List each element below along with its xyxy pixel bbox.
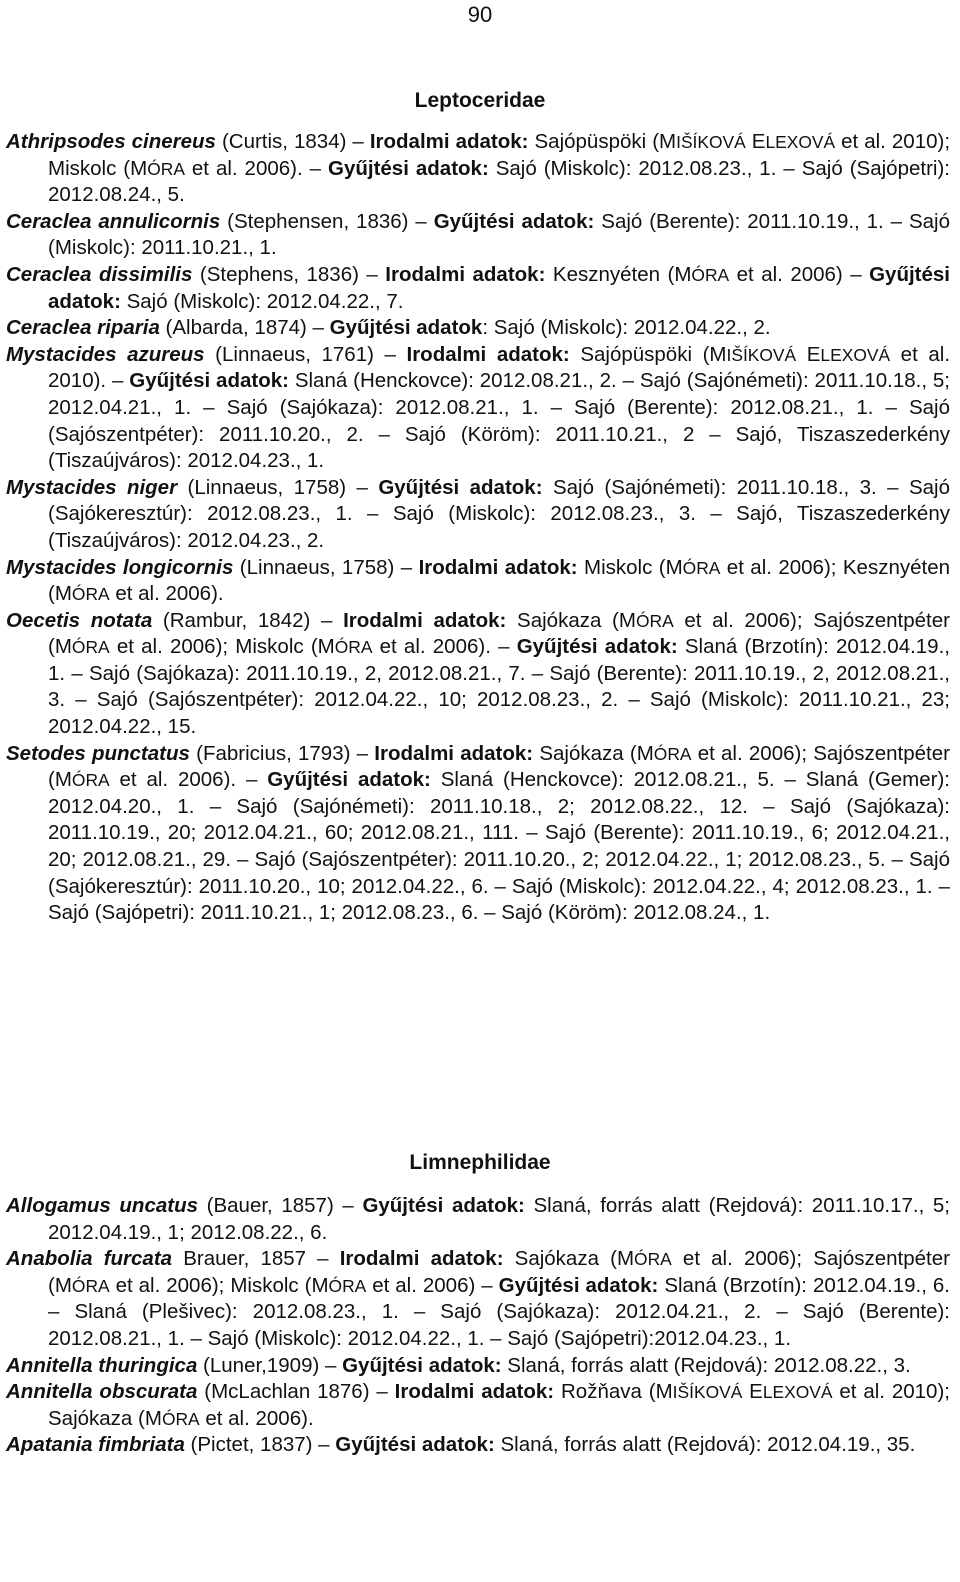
data-label: Gyűjtési adatok: [48, 262, 950, 313]
entry-text: et al. 2006); Sajószentpéter (M [48, 608, 950, 659]
author-smallcaps: ÓRA [634, 1249, 672, 1270]
author-smallcaps: LEXOVÁ [765, 132, 836, 152]
entry-text: Kesznyéten (M [545, 262, 692, 286]
entry-text: Sajókaza (M [503, 1247, 635, 1271]
entry-text: (Linnaeus, 1758) – [177, 475, 379, 499]
author-smallcaps: IŠÍKOVÁ [676, 132, 746, 152]
species-entry [6, 1193, 950, 1246]
author-smallcaps: IŠÍKOVÁ [726, 344, 797, 365]
author-smallcaps: ÓRA [161, 1408, 200, 1429]
entry-text: (Stephensen, 1836) – [220, 209, 434, 233]
entry-text: Sajó (Sajónémeti): 2011.10.18., 3. – Sajó (Sajókeresztúr): 2012.08.23., 1. – Sajó (Miskolc): 2012.08.23., 3. – Sajó, Tiszaszederkény (Tiszaújváros): 2012.04.23., 2. [48, 475, 950, 552]
family-heading-leptoceridae: Leptoceridae [414, 89, 546, 112]
entry-text: E [796, 342, 821, 366]
entry-text: : Sajó (Miskolc): 2012.04.22., 2. [482, 316, 771, 340]
data-label: Irodalmi adatok: [406, 342, 570, 366]
species-entry [6, 1379, 950, 1432]
species-entry [6, 475, 950, 555]
author-smallcaps: ÓRA [71, 770, 110, 791]
entry-text: Slaná (Henckovce): 2012.08.21., 5. – Slaná (Gemer): 2012.04.20., 1. – Sajó (Sajónémeti): 2011.10.18., 2; 2012.08.22., 12. – Sajó (Sajókaza): 2011.10.19., 20; 2012.04.21., 60; 2012.08.21., 111. – Sajó (Berente): 2011.10.19., 6; 2012.04.21., 20; 2012.08.21., 29. – Sajó (Sajószentpéter): 2011.10.20., 2; 2012.04.22., 1; 2012.08.23., 5. – Sajó (Sajókeresztúr): 2011.10.20., 10; 2012.04.22., 6. – Sajó (Miskolc): 2012.04.22., 4; 2012.08.23., 1. – Sajó (Sajópetri): 2011.10.21., 1; 2012.08.23., 6. – Sajó (Köröm): 2012.08.24., 1. [48, 768, 950, 925]
species-entry [6, 1353, 950, 1380]
entry-text: E [745, 130, 766, 153]
entry-text: et al. 2006); Sajószentpéter (M [48, 741, 950, 792]
species-entry [6, 129, 950, 209]
entry-text: et al. 2006); Miskolc (M [109, 635, 335, 659]
species-name: Ceraclea dissimilis [6, 262, 193, 286]
entry-text: Sajó (Miskolc): 2012.04.22., 7. [120, 289, 404, 313]
entry-text: et al. 2006). – [184, 156, 329, 180]
species-entry [6, 608, 950, 741]
author-smallcaps: LEXOVÁ [820, 344, 891, 365]
entry-text: (Luner,1909) – [197, 1353, 343, 1377]
author-smallcaps: ÓRA [71, 1275, 110, 1296]
data-label: Gyűjtési adatok: [335, 1433, 495, 1457]
species-name: Ceraclea riparia [6, 316, 160, 340]
author-smallcaps: ÓRA [147, 158, 185, 179]
entry-text: (Bauer, 1857) – [198, 1194, 363, 1217]
entry-text: et al. 2006). – [372, 635, 517, 659]
entry-text: (Linnaeus, 1761) – [204, 342, 407, 366]
species-entry [6, 1432, 950, 1459]
entry-text: Sajókaza (M [533, 741, 654, 765]
entry-text: et al. 2010); Sajókaza (M [48, 1380, 950, 1430]
data-label: Irodalmi adatok: [374, 741, 534, 765]
family-heading-limnephilidae: Limnephilidae [409, 1151, 551, 1174]
species-name: Athripsodes cinereus [6, 130, 216, 153]
entry-text: Sajópüspöki (M [528, 130, 677, 153]
data-label: Irodalmi adatok: [418, 555, 578, 579]
entry-text: Sajó (Berente): 2011.10.19., 1. – Sajó (Miskolc): 2011.10.21., 1. [48, 209, 950, 260]
species-name: Annitella obscurata [6, 1380, 198, 1404]
author-smallcaps: LEXOVÁ [762, 1382, 833, 1403]
species-name: Anabolia furcata [6, 1247, 173, 1271]
author-smallcaps: ÓRA [682, 557, 721, 578]
entry-text: (Pictet, 1837) – [184, 1433, 336, 1457]
entry-text: Slaná (Brzotín): 2012.04.19., 6. – Slaná (Plešivec): 2012.08.23., 1. – Sajó (Sajókaza): 2012.04.21., 2. – Sajó (Berente): 2012.08.21., 1. – Sajó (Miskolc): 2012.04.22., 1. – Sajó (Sajópetri):2012.04.23., 1. [48, 1273, 951, 1350]
entry-text: et al. 2006). – [109, 768, 268, 792]
data-label: Gyűjtési adatok: [267, 768, 431, 792]
author-smallcaps: ÓRA [653, 743, 692, 764]
entry-text: (Linnaeus, 1758) – [233, 555, 419, 579]
species-entry [6, 1246, 950, 1352]
entry-text: et al. 2010). – [48, 342, 951, 393]
author-smallcaps: ÓRA [334, 637, 373, 658]
species-list-leptoceridae [6, 129, 950, 927]
data-label: Irodalmi adatok: [394, 1380, 555, 1404]
data-label: Gyűjtési adatok: [516, 635, 678, 659]
entry-text: (Fabricius, 1793) – [189, 741, 375, 765]
author-smallcaps: IŠÍKOVÁ [672, 1382, 743, 1403]
entry-text: Miskolc (M [577, 555, 683, 579]
species-name: Allogamus uncatus [6, 1194, 199, 1217]
entry-text: Slaná, forrás alatt (Rejdová): 2012.04.19., 35. [494, 1433, 916, 1457]
author-smallcaps: ÓRA [328, 1275, 367, 1296]
data-label: Irodalmi adatok: [343, 608, 507, 632]
species-name: Mystacides niger [6, 475, 178, 499]
species-name: Annitella thuringica [6, 1353, 198, 1377]
species-name: Apatania fimbriata [6, 1433, 185, 1457]
entry-text: Slaná (Henckovce): 2012.08.21., 2. – Sajó (Sajónémeti): 2011.10.18., 5; 2012.04.21., 1. – Sajó (Sajókaza): 2012.08.21., 1. – Sajó (Berente): 2012.08.21., 1. – Sajó (Sajószentpéter): 2011.10.20., 2. – Sajó (Köröm): 2011.10.21., 2 – Sajó, Tiszaszederkény (Tiszaújváros): 2012.04.23., 1. [48, 369, 950, 473]
species-entry [6, 741, 950, 927]
species-name: Ceraclea annulicornis [6, 209, 221, 233]
species-name: Oecetis notata [6, 608, 153, 632]
author-smallcaps: ÓRA [635, 610, 674, 631]
entry-text: (Albarda, 1874) – [159, 316, 330, 340]
data-label: Gyűjtési adatok: [378, 475, 543, 499]
entry-text: et al. 2006) – [366, 1273, 499, 1297]
species-name: Setodes punctatus [6, 741, 190, 765]
entry-text: Slaná, forrás alatt (Rejdová): 2011.10.17., 5; 2012.04.19., 1; 2012.08.22., 6. [48, 1194, 950, 1244]
species-name: Mystacides longicornis [6, 555, 234, 579]
entry-text: et al. 2006). [109, 582, 224, 606]
entry-text: E [742, 1380, 763, 1404]
entry-text: Sajó (Miskolc): 2012.08.23., 1. – Sajó (Sajópetri): 2012.08.24., 5. [48, 156, 950, 207]
entry-text: (Rambur, 1842) – [152, 608, 344, 632]
data-label: Irodalmi adatok: [385, 262, 546, 286]
entry-text: Slaná, forrás alatt (Rejdová): 2012.08.22., 3. [501, 1353, 911, 1377]
entry-text: Sajókaza (M [506, 608, 636, 632]
entry-text: et al. 2006); Sajószentpéter (M [48, 1247, 950, 1297]
data-label: Gyűjtési adatok [329, 316, 483, 340]
page-number: 90 [467, 2, 493, 27]
species-name: Mystacides azureus [6, 342, 205, 366]
entry-text: Rožňava (M [554, 1380, 673, 1404]
data-label: Gyűjtési adatok: [498, 1273, 659, 1297]
entry-text: Sajópüspöki (M [569, 342, 727, 366]
entry-text: (McLachlan 1876) – [197, 1380, 395, 1404]
data-label: Gyűjtési adatok: [342, 1353, 502, 1377]
data-label: Gyűjtési adatok: [328, 156, 489, 180]
entry-text: et al. 2006); Kesznyéten (M [48, 555, 950, 606]
entry-text: Slaná (Brzotín): 2012.04.19., 1. – Sajó (Sajókaza): 2011.10.19., 2, 2012.08.21., 7. – Sajó (Berente): 2011.10.19., 2, 2012.08.21., 3. – Sajó (Sajószentpéter): 2012.04.22., 10; 2012.08.23., 2. – Sajó (Miskolc): 2011.10.21., 23; 2012.04.22., 15. [48, 635, 950, 739]
data-label: Gyűjtési adatok: [433, 209, 595, 233]
data-label: Irodalmi adatok: [369, 130, 529, 153]
entry-text: et al. 2006). [199, 1406, 314, 1430]
species-entry [6, 555, 950, 608]
species-entry [6, 262, 950, 315]
species-entry [6, 315, 950, 342]
entry-text: Brauer, 1857 – [172, 1247, 340, 1271]
entry-text: et al. 2010); Miskolc (M [48, 130, 951, 180]
author-smallcaps: ÓRA [71, 584, 110, 605]
data-label: Gyűjtési adatok: [362, 1194, 525, 1217]
species-entry [6, 342, 950, 475]
entry-text: et al. 2006) – [729, 262, 870, 286]
species-entry [6, 209, 950, 262]
author-smallcaps: ÓRA [71, 637, 110, 658]
data-label: Irodalmi adatok: [339, 1247, 504, 1271]
entry-text: (Curtis, 1834) – [215, 130, 370, 153]
entry-text: (Stephens, 1836) – [192, 262, 386, 286]
entry-text: et al. 2006); Miskolc (M [109, 1273, 329, 1297]
author-smallcaps: ÓRA [691, 264, 730, 285]
data-label: Gyűjtési adatok: [129, 369, 289, 393]
species-list-limnephilidae [6, 1193, 950, 1459]
